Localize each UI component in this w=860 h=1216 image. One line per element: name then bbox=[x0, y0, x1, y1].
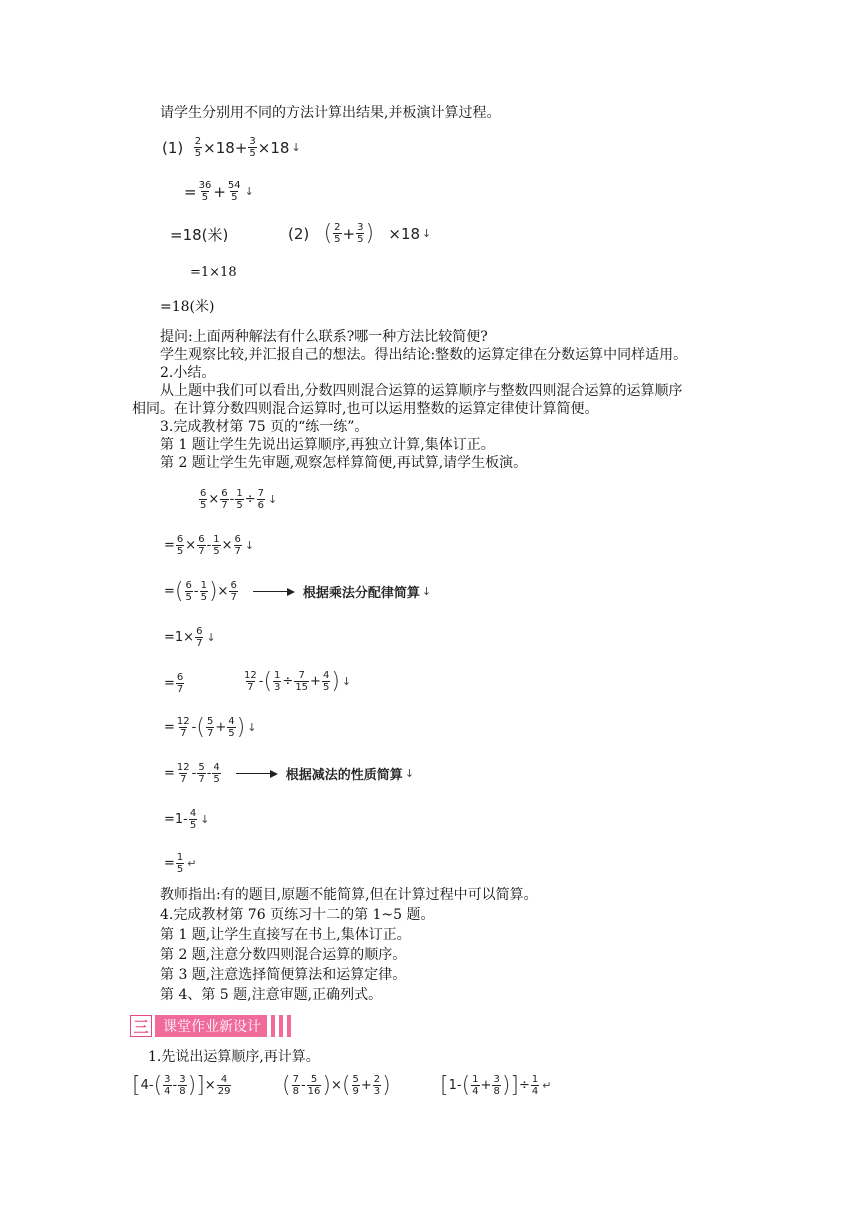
banner-stripe bbox=[287, 1015, 291, 1037]
fraction: $\frac{5}{16}$ bbox=[307, 1074, 321, 1097]
fraction: $\frac{2}{3}$ bbox=[373, 1074, 381, 1097]
problem-1-expression: (1) $\frac{2}{5}$ ×18+ $\frac{3}{5}$ ×18 ↓ bbox=[162, 136, 301, 159]
task-4-line-2: 第 2 题,注意分数四则混合运算的顺序。 bbox=[160, 947, 407, 963]
fraction: $\frac{6}{7}$ bbox=[221, 488, 228, 511]
banner-stripe bbox=[279, 1015, 283, 1037]
problem-2-label: (2) bbox=[288, 224, 310, 243]
task-4-heading: 4.完成教材第 76 页练习十二的第 1~5 题。 bbox=[160, 907, 435, 923]
fraction: $\frac{4}{29}$ bbox=[217, 1074, 231, 1097]
fraction: $\frac{54}{5}$ bbox=[227, 180, 241, 203]
fraction: $\frac{1}{5}$ bbox=[176, 852, 184, 875]
fraction: $\frac{7}{8}$ bbox=[292, 1074, 299, 1097]
fraction: $\frac{12}{7}$ bbox=[176, 716, 190, 739]
section-banner bbox=[130, 1015, 291, 1037]
problem-1-label: (1) bbox=[162, 138, 184, 157]
example-b-expression: $\frac{12}{7}$ - ( $\frac{1}{3}$ ÷ $\frac{7}{15}$ + $\frac{4}{5}$ ) ↓ bbox=[244, 668, 352, 694]
fraction: $\frac{1}{5}$ bbox=[213, 534, 220, 557]
observation-line: 学生观察比较,并汇报自己的想法。得出结论:整数的运算定律在分数运算中同样适用。 bbox=[160, 347, 688, 363]
example-a-step2: = ( $\frac{6}{5}$ - $\frac{1}{5}$ ) × $\frac{6}{7}$ 根据乘法分配律简算 ↓ bbox=[164, 578, 432, 604]
question-line: 提问:上面两种解法有什么联系?哪一种方法比较简便? bbox=[160, 329, 488, 345]
exercise-3: [ 1- ( $\frac{1}{4}$ + $\frac{3}{8}$ ) ] ÷ $\frac{1}{4}$ ↵ bbox=[440, 1072, 552, 1098]
fraction: $\frac{3}{5}$ bbox=[357, 222, 364, 245]
fraction: $\frac{5}{7}$ bbox=[198, 762, 205, 785]
summary-heading: 2.小结。 bbox=[160, 365, 216, 381]
example-a-result bbox=[164, 672, 185, 695]
problem-2-expression: (2) ( $\frac{2}{5}$ + $\frac{3}{5}$ ) ×18 ↓ bbox=[288, 220, 432, 246]
problem-1-result bbox=[170, 224, 228, 245]
summary-line-2: 相同。在计算分数四则混合运算时,也可以运用整数的运算定律使计算简便。 bbox=[132, 401, 599, 417]
arrow-icon bbox=[253, 588, 295, 596]
fraction: $\frac{4}{5}$ bbox=[213, 762, 220, 785]
fraction: $\frac{7}{15}$ bbox=[295, 670, 309, 693]
exercise-2: ( $\frac{7}{8}$ - $\frac{5}{16}$ ) × ( $\frac{5}{9}$ + $\frac{2}{3}$ ) bbox=[282, 1072, 391, 1098]
example-b-result: = $\frac{1}{5}$ ↵ bbox=[164, 852, 197, 875]
example-a-step1: = $\frac{6}{5}$ × $\frac{6}{7}$ - $\frac{1}{5}$ × $\frac{6}{7}$ ↓ bbox=[164, 534, 255, 557]
fraction: $\frac{7}{6}$ bbox=[257, 488, 265, 511]
task-3-line-1: 第 1 题让学生先说出运算顺序,再独立计算,集体订正。 bbox=[160, 437, 495, 453]
fraction: $\frac{6}{7}$ bbox=[196, 626, 203, 649]
fraction: $\frac{36}{5}$ bbox=[198, 180, 212, 203]
fraction: $\frac{4}{5}$ bbox=[228, 716, 235, 739]
note-distributive-law: 根据乘法分配律简算 bbox=[302, 586, 420, 601]
fraction: $\frac{4}{5}$ bbox=[189, 808, 197, 831]
task-3-heading: 3.完成教材第 75 页的“练一练”。 bbox=[160, 419, 369, 435]
section-number: 三 bbox=[130, 1015, 152, 1037]
section-title: 课堂作业新设计 bbox=[155, 1015, 267, 1037]
example-a-step3: =1× $\frac{6}{7}$ ↓ bbox=[164, 626, 216, 649]
fraction: $\frac{1}{4}$ bbox=[472, 1074, 479, 1097]
fraction: $\frac{6}{7}$ bbox=[198, 534, 205, 557]
eq-one-minus: =1- bbox=[164, 812, 188, 827]
fraction: $\frac{5}{9}$ bbox=[352, 1074, 359, 1097]
note-subtraction-property: 根据减法的性质简算 bbox=[285, 768, 403, 783]
fraction: $\frac{1}{5}$ bbox=[236, 488, 243, 511]
example-a-expression: $\frac{6}{5}$ × $\frac{6}{7}$ - $\frac{1}{5}$ ÷ $\frac{7}{6}$ ↓ bbox=[200, 488, 278, 511]
task-4-line-3: 第 3 题,注意选择简便算法和运算定律。 bbox=[160, 967, 407, 983]
banner-stripe bbox=[271, 1015, 275, 1037]
task-4-line-4: 第 4、第 5 题,注意审题,正确列式。 bbox=[160, 987, 383, 1003]
fraction: $\frac{12}{7}$ bbox=[244, 670, 257, 693]
example-b-step2: = $\frac{12}{7}$ - $\frac{5}{7}$ - $\frac{4}{5}$ 根据减法的性质简算 ↓ bbox=[164, 762, 415, 785]
fraction: $\frac{2}{5}$ bbox=[334, 222, 341, 245]
fraction: $\frac{6}{5}$ bbox=[176, 534, 184, 557]
arrow-icon bbox=[236, 770, 278, 778]
problem-1-step1: = $\frac{36}{5}$ + $\frac{54}{5}$ ↓ bbox=[184, 180, 254, 203]
summary-line-1: 从上题中我们可以看出,分数四则混合运算的运算顺序与整数四则混合运算的运算顺序 bbox=[160, 383, 683, 399]
fraction: $\frac{6}{7}$ bbox=[176, 672, 184, 695]
fraction: $\frac{2}{5}$ bbox=[194, 136, 202, 159]
problem-2-multiplier: ×18 bbox=[388, 224, 421, 243]
teacher-note: 教师指出:有的题目,原题不能简算,但在计算过程中可以简算。 bbox=[160, 887, 538, 903]
intro-line: 请学生分别用不同的方法计算出结果,并板演计算过程。 bbox=[160, 105, 501, 121]
fraction: $\frac{3}{8}$ bbox=[493, 1074, 500, 1097]
fraction: $\frac{4}{5}$ bbox=[322, 670, 330, 693]
fraction: $\frac{12}{7}$ bbox=[176, 762, 190, 785]
fraction: $\frac{6}{5}$ bbox=[185, 580, 192, 603]
result-final: =18(米) bbox=[160, 299, 215, 315]
fraction: $\frac{3}{5}$ bbox=[249, 136, 256, 159]
example-b-step1: = $\frac{12}{7}$ - ( $\frac{5}{7}$ + $\frac{4}{5}$ ) ↓ bbox=[164, 714, 257, 740]
homework-instruction: 1.先说出运算顺序,再计算。 bbox=[148, 1049, 320, 1065]
fraction: $\frac{1}{4}$ bbox=[531, 1074, 539, 1097]
eq-one-times: =1× bbox=[164, 630, 195, 645]
fraction: $\frac{1}{3}$ bbox=[274, 670, 281, 693]
fraction: $\frac{6}{7}$ bbox=[230, 580, 237, 603]
example-b-step3: =1- $\frac{4}{5}$ ↓ bbox=[164, 808, 210, 831]
task-4-line-1: 第 1 题,让学生直接写在书上,集体订正。 bbox=[160, 927, 411, 943]
problem-1-answer: =18(米) bbox=[170, 226, 229, 244]
fraction: $\frac{6}{7}$ bbox=[234, 534, 241, 557]
result-step: =1×18 bbox=[190, 265, 237, 280]
fraction: $\frac{6}{5}$ bbox=[200, 488, 207, 511]
exercise-1: [ 4- ( $\frac{3}{4}$ - $\frac{3}{8}$ ) ] × $\frac{4}{29}$ bbox=[132, 1072, 231, 1098]
task-3-line-2: 第 2 题让学生先审题,观察怎样算简便,再试算,请学生板演。 bbox=[160, 455, 528, 471]
fraction: $\frac{1}{5}$ bbox=[200, 580, 207, 603]
eq-sign: = bbox=[164, 676, 175, 691]
fraction: $\frac{3}{8}$ bbox=[179, 1074, 186, 1097]
fraction: $\frac{5}{7}$ bbox=[206, 716, 214, 739]
fraction: $\frac{3}{4}$ bbox=[164, 1074, 171, 1097]
